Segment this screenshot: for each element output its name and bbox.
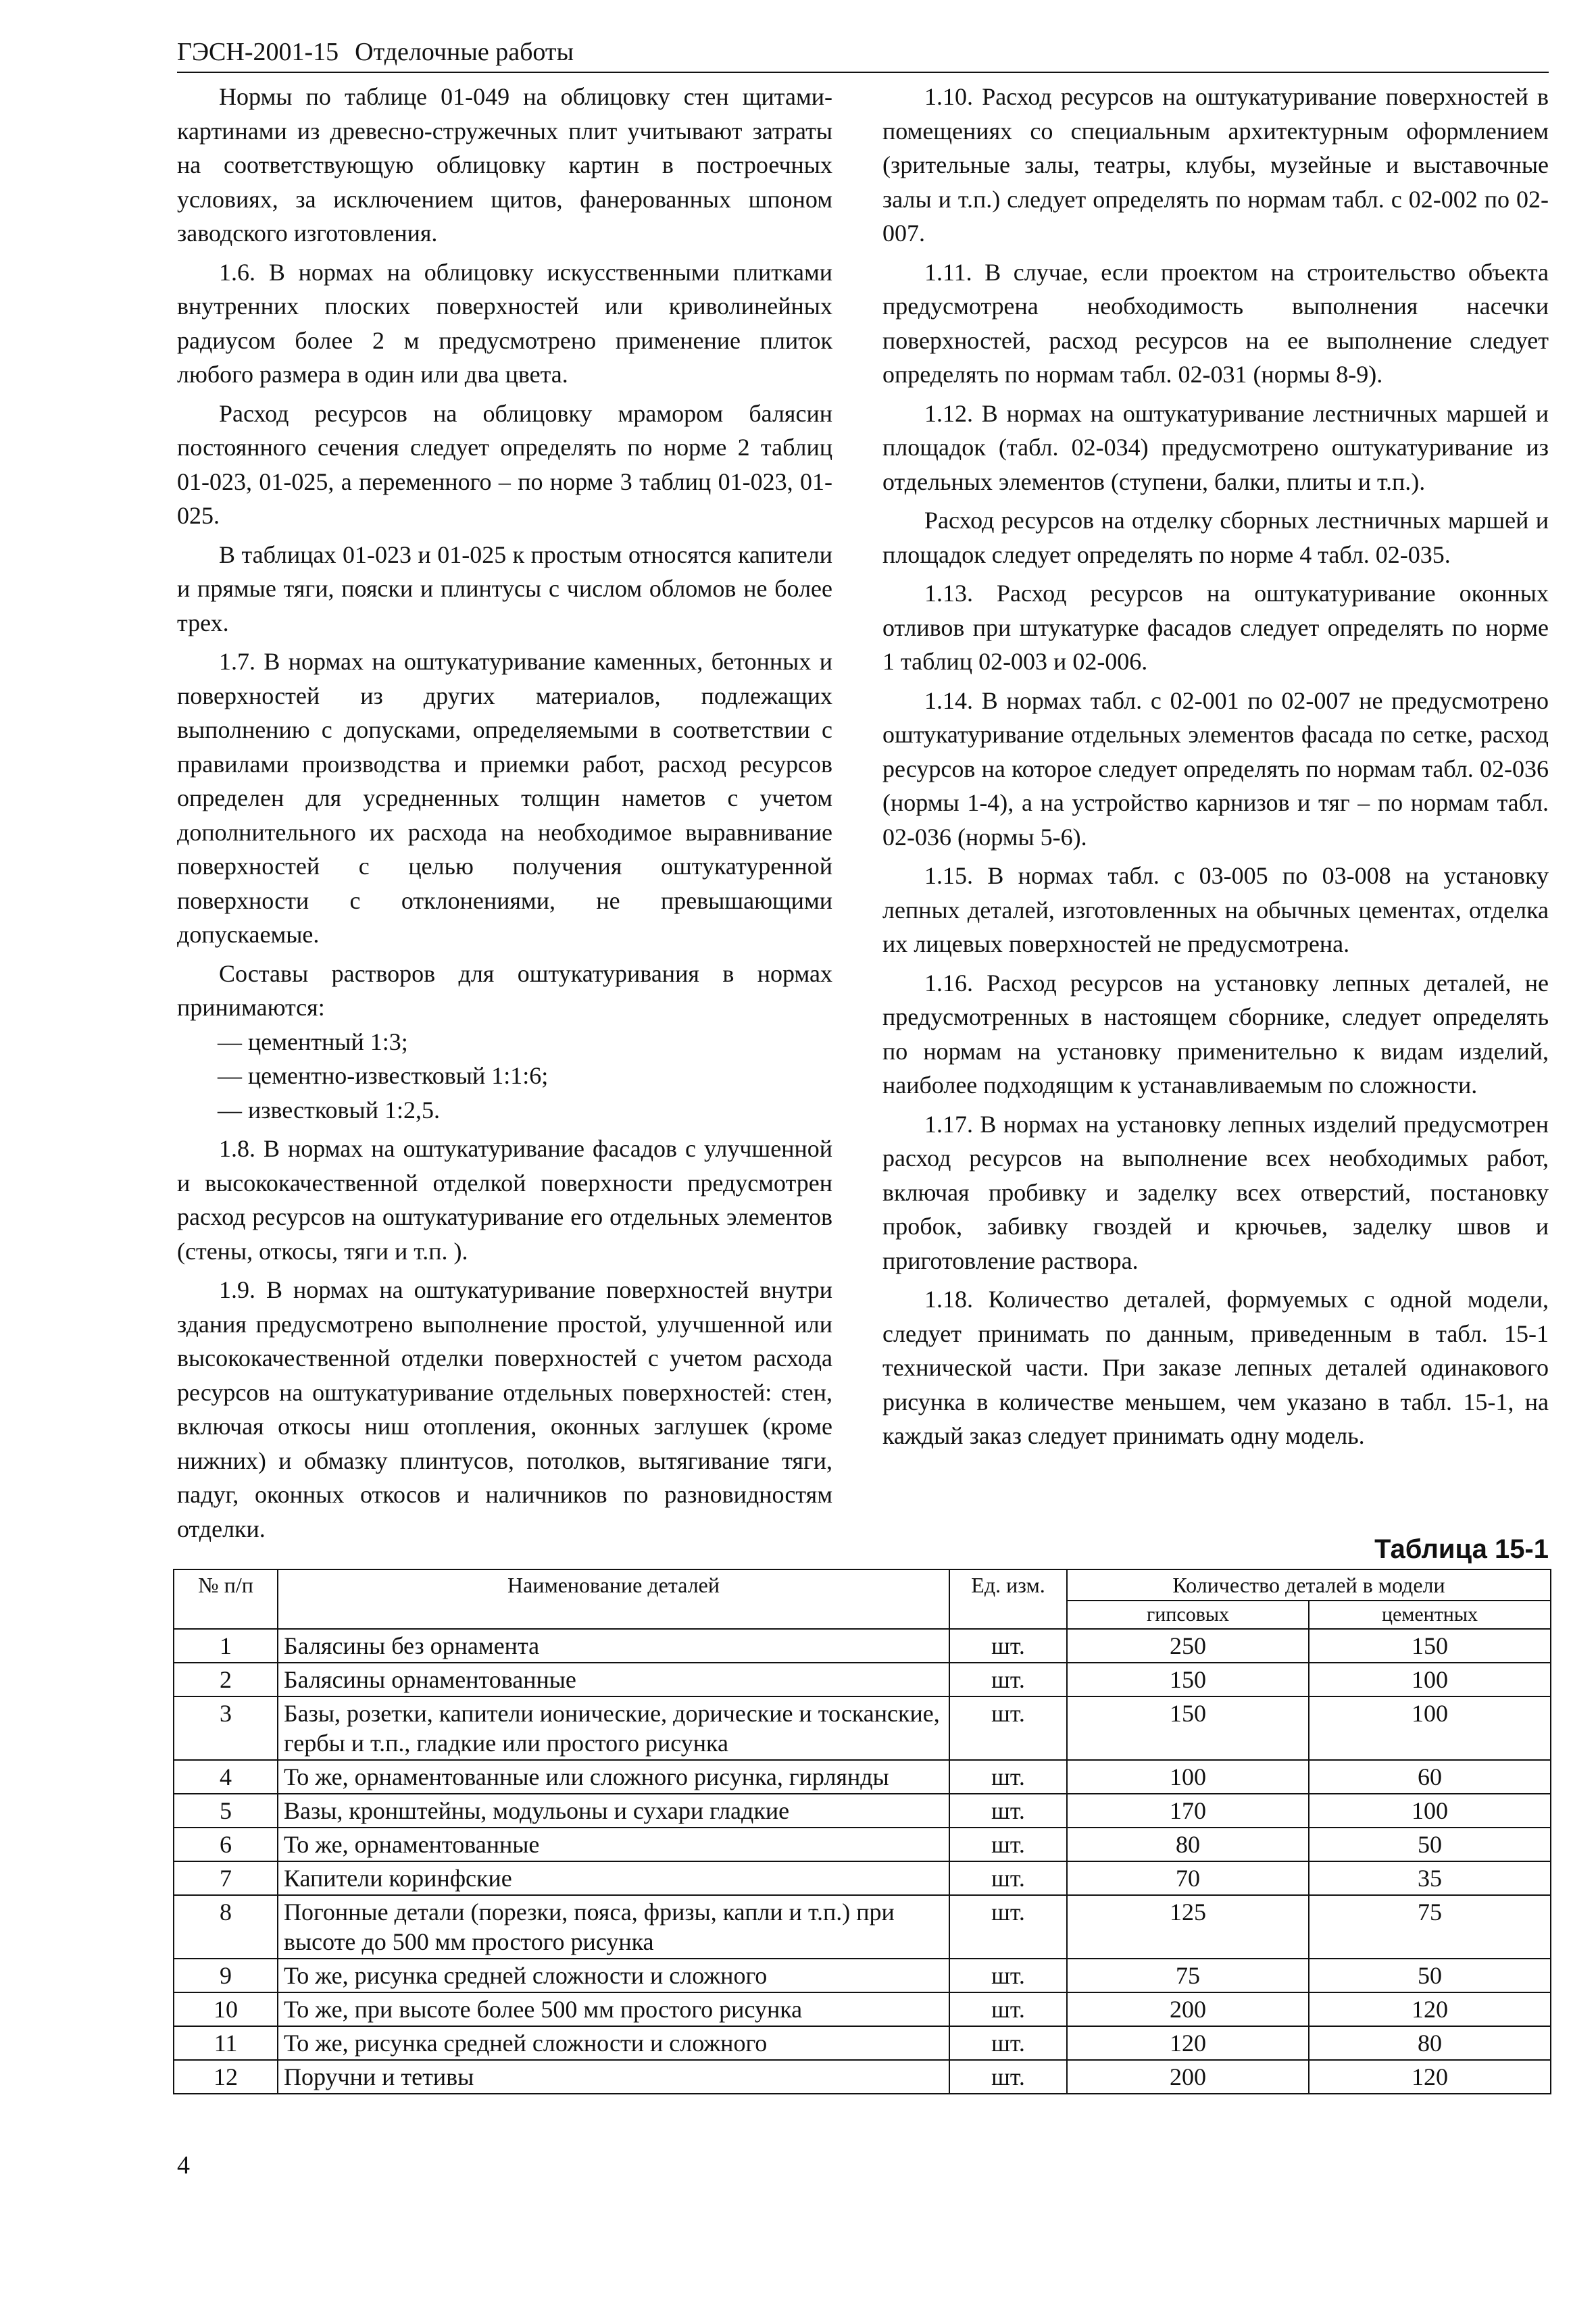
paragraph: 1.15. В нормах табл. с 03-005 по 03-008 на установку лепных деталей, изготовленных на обычных цементах, отделка их лицевых поверхностей не предусмотрена. — [882, 862, 1549, 957]
detail-name-cell: Базы, розетки, капители ионические, дорические и тосканские, гербы и т.п., гладкие или простого рисунка — [278, 1696, 949, 1760]
row-number-cell: 8 — [174, 1895, 278, 1959]
paragraph: 1.13. Расход ресурсов на оштукатуривание оконных отливов при штукатурке фасадов следует определять по норме 1 таблиц 02-003 и 02-006. — [882, 580, 1549, 675]
gypsum-qty-cell: 170 — [1067, 1794, 1309, 1828]
paragraph: 1.14. В нормах табл. с 02-001 по 02-007 не предусмотрено оштукатуривание отдельных элементов фасада по сетке, расход ресурсов на которое следует определять по нормам табл. 02-036 (нормы 1-4), а на устройство карнизов и тяг – по нормам табл. 02-036 (нормы 5-6). — [882, 686, 1549, 851]
paragraph: В таблицах 01-023 и 01-025 к простым относятся капители и прямые тяги, пояски и плинтусы с числом обломов не более трех. — [177, 540, 832, 636]
row-number-cell: 10 — [174, 1992, 278, 2026]
cement-qty-cell: 120 — [1309, 2060, 1551, 2094]
column-header-unit: Ед. изм. — [949, 1569, 1067, 1629]
paragraph: 1.17. В нормах на установку лепных изделий предусмотрен расход ресурсов на выполнение всех необходимых работ, включая пробивку и заделку всех отверстий, постановку пробок, забивку гвоздей и крючьев, заделку швов и приготовление раствора. — [882, 1110, 1549, 1274]
gypsum-qty-cell: 200 — [1067, 2060, 1309, 2094]
gypsum-qty-cell: 80 — [1067, 1828, 1309, 1861]
cement-qty-cell: 120 — [1309, 1992, 1551, 2026]
column-header-cement: цементных — [1309, 1601, 1551, 1629]
table-row — [174, 2060, 1551, 2094]
cement-qty-cell: 100 — [1309, 1794, 1551, 1828]
cement-qty-cell: 100 — [1309, 1696, 1551, 1760]
cement-qty-cell: 75 — [1309, 1895, 1551, 1959]
row-number-cell: 6 — [174, 1828, 278, 1861]
gypsum-qty-cell: 150 — [1067, 1696, 1309, 1760]
left-column — [177, 80, 832, 1551]
table-row — [174, 1895, 1551, 1959]
paragraph: Расход ресурсов на облицовку мрамором балясин постоянного сечения следует определять по норме 2 таблиц 01-023, 01-025, а переменного – по норме 3 таблиц 01-023, 01-025. — [177, 399, 832, 529]
gypsum-qty-cell: 70 — [1067, 1861, 1309, 1895]
detail-name-cell: Вазы, кронштейны, модульоны и сухари гладкие — [278, 1794, 949, 1828]
table-title: Таблица 15-1 — [1374, 1534, 1549, 1564]
paragraph: 1.10. Расход ресурсов на оштукатуривание поверхностей в помещениях со специальным архитектурным оформлением (зрительные залы, театры, клубы, музейные и выставочные залы и т.п.) следует определять по нормам табл. с 02-002 по 02-007. — [882, 83, 1549, 247]
cement-qty-cell: 50 — [1309, 1828, 1551, 1861]
cement-qty-cell: 50 — [1309, 1959, 1551, 1992]
paragraph: 1.12. В нормах на оштукатуривание лестничных маршей и площадок (табл. 02-034) предусмотрено оштукатуривание из отдельных элементов (ступени, балки, плиты и т.п.). — [882, 399, 1549, 495]
gypsum-qty-cell: 150 — [1067, 1663, 1309, 1696]
page-number: 4 — [177, 2151, 190, 2180]
detail-name-cell: То же, орнаментованные — [278, 1828, 949, 1861]
paragraph: 1.9. В нормах на оштукатуривание поверхностей внутри здания предусмотрено выполнение простой, улучшенной или высококачественной отделки поверхностей с учетом расхода ресурсов на оштукатуривание отдельных поверхностей: стен, включая откосы ниш отопления, оконных заглушек (кроме нижних) и обмазку плинтусов, потолков, вытягивание тяги, падуг, оконных откосов и наличников по разновидностям отделки. — [177, 1276, 832, 1542]
unit-cell: шт. — [949, 1663, 1067, 1696]
unit-cell: шт. — [949, 2026, 1067, 2060]
table-row — [174, 1629, 1551, 1663]
unit-cell: шт. — [949, 1861, 1067, 1895]
unit-cell: шт. — [949, 1959, 1067, 1992]
row-number-cell: 11 — [174, 2026, 278, 2060]
table-row — [174, 1959, 1551, 1992]
header-code: ГЭСН-2001-15 — [177, 38, 339, 66]
unit-cell: шт. — [949, 1760, 1067, 1794]
header-title: Отделочные работы — [355, 38, 574, 66]
unit-cell: шт. — [949, 1828, 1067, 1861]
row-number-cell: 4 — [174, 1760, 278, 1794]
cement-qty-cell: 100 — [1309, 1663, 1551, 1696]
unit-cell: шт. — [949, 1629, 1067, 1663]
unit-cell: шт. — [949, 1794, 1067, 1828]
cement-qty-cell: 60 — [1309, 1760, 1551, 1794]
cement-qty-cell: 35 — [1309, 1861, 1551, 1895]
paragraph: 1.18. Количество деталей, формуемых с одной модели, следует принимать по данным, приведенным в табл. 15-1 технической части. При заказе лепных деталей одинакового рисунка в количестве меньшем, чем указано в табл. 15-1, на каждый заказ следует принимать одну модель. — [882, 1286, 1549, 1449]
detail-name-cell: То же, рисунка средней сложности и сложного — [278, 2026, 949, 2060]
table-row — [174, 1760, 1551, 1794]
gypsum-qty-cell: 125 — [1067, 1895, 1309, 1959]
paragraph: 1.7. В нормах на оштукатуривание каменных, бетонных и поверхностей из других материалов, подлежащих выполнению с допусками, определяемыми в соответствии с правилами производства и приемки работ, расход ресурсов определен для усредненных толщин наметов с учетом дополнительного их расхода на необходимое выравнивание поверхностей с целью получения оштукатуренной поверхности с отклонениями, не превышающими допускаемые. — [177, 648, 832, 948]
row-number-cell: 12 — [174, 2060, 278, 2094]
running-header — [177, 35, 1549, 73]
mortar-item: — известковый 1:2,5. — [218, 1096, 440, 1124]
gypsum-qty-cell: 100 — [1067, 1760, 1309, 1794]
paragraph: Расход ресурсов на отделку сборных лестничных маршей и площадок следует определять по норме 4 табл. 02-035. — [882, 507, 1549, 568]
column-header-num: № п/п — [174, 1569, 278, 1629]
gypsum-qty-cell: 120 — [1067, 2026, 1309, 2060]
paragraph: 1.8. В нормах на оштукатуривание фасадов с улучшенной и высококачественной отделкой поверхности предусмотрен расход ресурсов на оштукатуривание его отдельных элементов (стены, откосы, тяги и т.п. ). — [177, 1135, 832, 1265]
column-header-qty: Количество деталей в модели — [1067, 1569, 1551, 1601]
table-row — [174, 1861, 1551, 1895]
detail-name-cell: То же, при высоте более 500 мм простого рисунка — [278, 1992, 949, 2026]
paragraph: Нормы по таблице 01-049 на облицовку стен щитами-картинами из древесно-стружечных плит учитывают затраты на соответствующую облицовку картин в построечных условиях, за исключением щитов, фанерованных шпоном заводского изготовления. — [177, 83, 832, 247]
row-number-cell: 2 — [174, 1663, 278, 1696]
paragraph: Составы растворов для оштукатуривания в нормах принимаются: — [177, 959, 832, 1021]
table-row — [174, 1794, 1551, 1828]
unit-cell: шт. — [949, 1895, 1067, 1959]
right-column — [882, 80, 1549, 1458]
paragraph: 1.11. В случае, если проектом на строительство объекта предусмотрена необходимость выполнения насечки поверхностей, расход ресурсов на ее выполнение следует определять по нормам табл. 02-031 (нормы 8-9). — [882, 258, 1549, 388]
column-header-name: Наименование деталей — [278, 1569, 949, 1629]
unit-cell: шт. — [949, 1696, 1067, 1760]
table-body — [174, 1629, 1551, 2094]
mortar-item: — цементный 1:3; — [218, 1028, 408, 1055]
paragraph: 1.6. В нормах на облицовку искусственными плитками внутренних плоских поверхностей или криволинейных радиусом более 2 м предусмотрено применение плиток любого размера в один или два цвета. — [177, 258, 832, 388]
gypsum-qty-cell: 200 — [1067, 1992, 1309, 2026]
row-number-cell: 5 — [174, 1794, 278, 1828]
table-row — [174, 1828, 1551, 1861]
detail-name-cell: То же, рисунка средней сложности и сложного — [278, 1959, 949, 1992]
row-number-cell: 3 — [174, 1696, 278, 1760]
cement-qty-cell: 80 — [1309, 2026, 1551, 2060]
column-header-gypsum: гипсовых — [1067, 1601, 1309, 1629]
detail-name-cell: Балясины без орнамента — [278, 1629, 949, 1663]
table-row — [174, 1992, 1551, 2026]
paragraph: 1.16. Расход ресурсов на установку лепных деталей, не предусмотренных в настоящем сборнике, следует определять по нормам на установку применительно к видам изделий, наиболее подходящим к устанавливаемым по сложности. — [882, 969, 1549, 1099]
row-number-cell: 9 — [174, 1959, 278, 1992]
gypsum-qty-cell: 250 — [1067, 1629, 1309, 1663]
detail-name-cell: Погонные детали (порезки, пояса, фризы, капли и т.п.) при высоте до 500 мм простого рисунка — [278, 1895, 949, 1959]
table-row — [174, 1663, 1551, 1696]
table-row — [174, 2026, 1551, 2060]
gypsum-qty-cell: 75 — [1067, 1959, 1309, 1992]
detail-name-cell: Поручни и тетивы — [278, 2060, 949, 2094]
row-number-cell: 7 — [174, 1861, 278, 1895]
cement-qty-cell: 150 — [1309, 1629, 1551, 1663]
detail-name-cell: То же, орнаментованные или сложного рисунка, гирлянды — [278, 1760, 949, 1794]
detail-name-cell: Балясины орнаментованные — [278, 1663, 949, 1696]
mortar-item: — цементно-известковый 1:1:6; — [218, 1062, 549, 1089]
table-row — [174, 1696, 1551, 1760]
details-per-model-table — [173, 1569, 1551, 2094]
detail-name-cell: Капители коринфские — [278, 1861, 949, 1895]
unit-cell: шт. — [949, 2060, 1067, 2094]
row-number-cell: 1 — [174, 1629, 278, 1663]
unit-cell: шт. — [949, 1992, 1067, 2026]
